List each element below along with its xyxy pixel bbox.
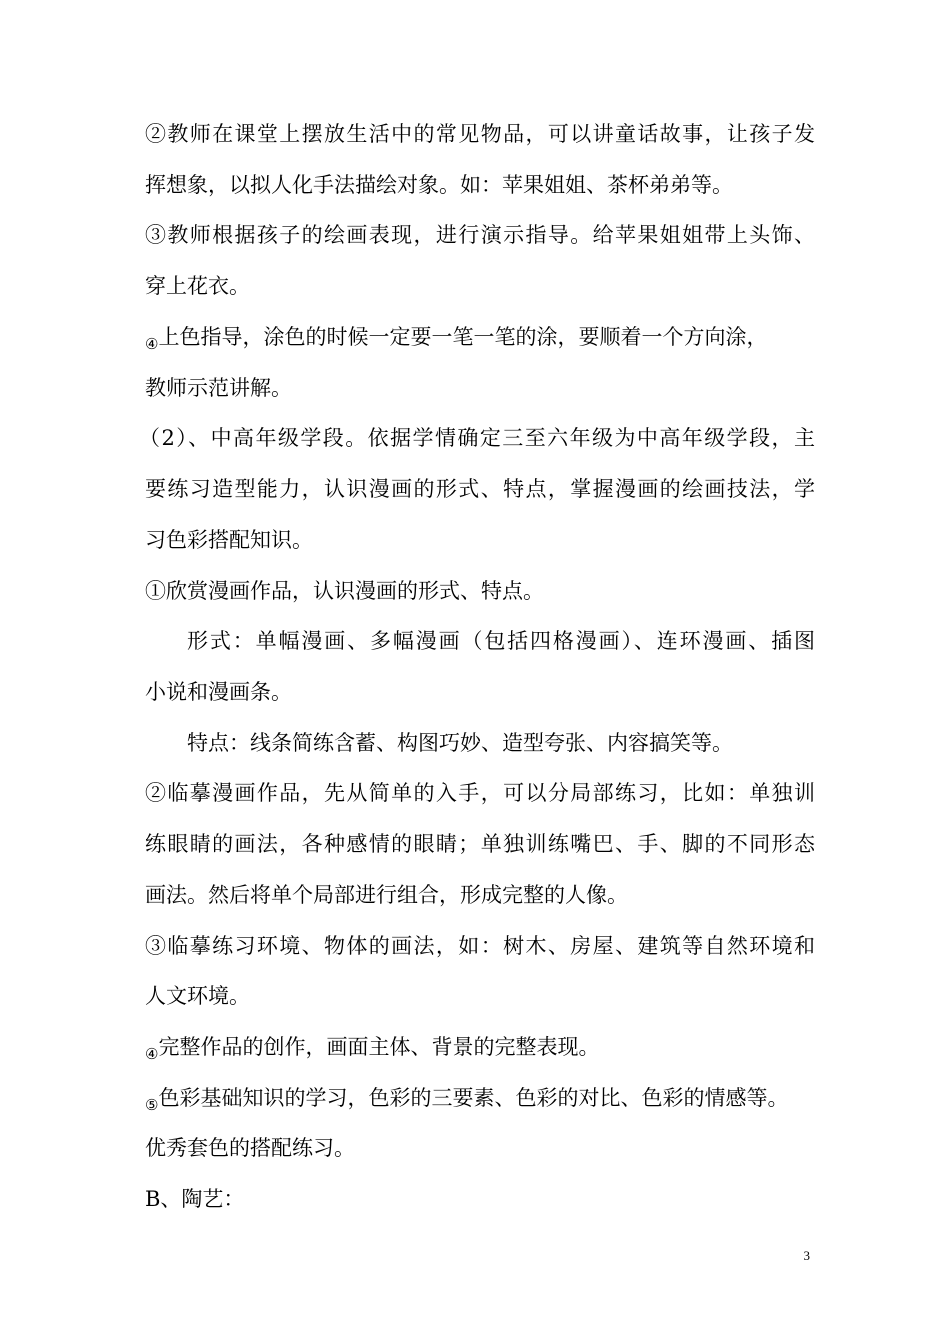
item-marker: ⑤ [145, 1096, 159, 1114]
text-line-9: 习色彩搭配知识。 [145, 528, 313, 552]
text-line-16: 画法。然后将单个局部进行组合，形成完整的人像。 [145, 883, 628, 907]
text-line-10: ①欣赏漫画作品，认识漫画的形式、特点。 [145, 579, 544, 603]
text-line-5 [145, 322, 815, 354]
text-line-20-body: 色彩基础知识的学习，色彩的三要素、色彩的对比、色彩的情感等。 [158, 1086, 789, 1110]
text-line-13: 特点：线条简练含蓄、构图巧妙、造型夸张、内容搞笑等。 [187, 731, 733, 755]
item-marker: ④ [145, 1045, 159, 1063]
text-line-18: 人文环境。 [145, 984, 250, 1008]
item-marker: ④ [145, 335, 159, 353]
text-line-8: 要练习造型能力，认识漫画的形式、特点，掌握漫画的绘画技法，学 [145, 477, 815, 501]
text-line-12: 小说和漫画条。 [145, 680, 292, 704]
text-line-14: ②临摹漫画作品，先从简单的入手，可以分局部练习，比如：单独训 [145, 781, 815, 805]
text-line-15: 练眼睛的画法，各种感情的眼睛；单独训练嘴巴、手、脚的不同形态 [145, 832, 815, 856]
text-line-2: 挥想象，以拟人化手法描绘对象。如：苹果姐姐、茶杯弟弟等。 [145, 173, 733, 197]
text-line-22: B、陶艺： [145, 1187, 245, 1211]
page-number: 3 [803, 1248, 810, 1263]
text-line-21: 优秀套色的搭配练习。 [145, 1136, 355, 1160]
text-line-19-body: 完整作品的创作，画面主体、背景的完整表现。 [158, 1035, 600, 1059]
text-line-7: （2）、中高年级学段。依据学情确定三至六年级为中高年级学段，主 [139, 426, 815, 450]
text-line-6: 教师示范讲解。 [145, 376, 292, 400]
text-line-11: 形式：单幅漫画、多幅漫画（包括四格漫画）、连环漫画、插图 [187, 629, 815, 653]
text-line-5-body: 上色指导，涂色的时候一定要一笔一笔的涂，要顺着一个方向涂， [158, 325, 768, 349]
text-line-3: ③教师根据孩子的绘画表现，进行演示指导。给苹果姐姐带上头饰、 [145, 223, 815, 247]
text-line-4: 穿上花衣。 [145, 274, 250, 298]
text-line-1: ②教师在课堂上摆放生活中的常见物品，可以讲童话故事，让孩子发 [145, 122, 815, 146]
text-line-17: ③临摹练习环境、物体的画法，如：树木、房屋、建筑等自然环境和 [145, 934, 815, 958]
text-line-20 [145, 1083, 815, 1115]
text-line-19 [145, 1032, 815, 1064]
